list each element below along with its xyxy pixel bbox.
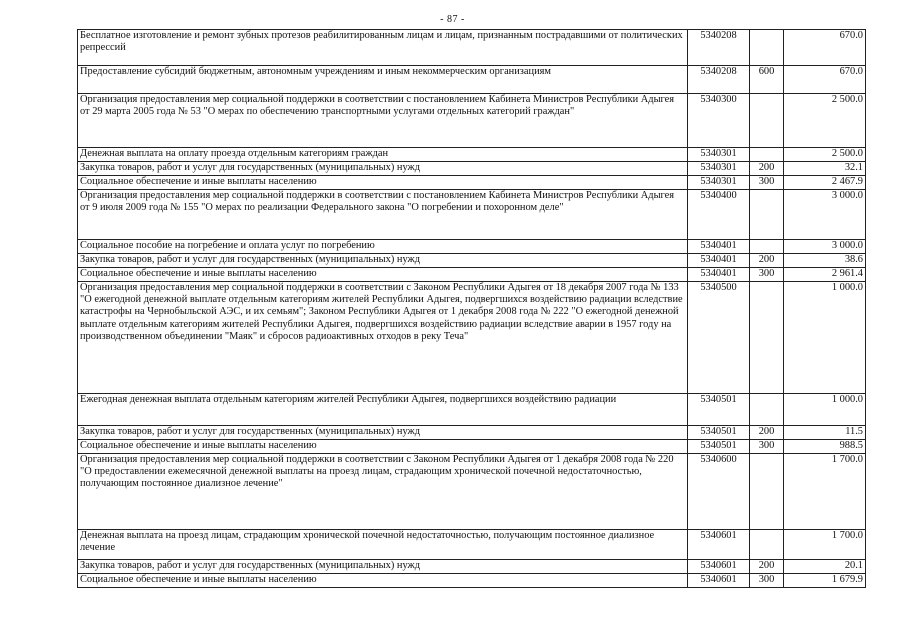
row-amount: 2 467.9 bbox=[784, 176, 866, 190]
row-target-code: 5340400 bbox=[688, 190, 750, 240]
row-description: Организация предоставления мер социальной поддержки в соответствии с постановлением Кабинета Министров Республики Адыгея от 29 марта 2005 года № 53 "О мерах по обеспечению транспортными услугами отдельных категорий граждан" bbox=[78, 94, 688, 148]
row-target-code: 5340601 bbox=[688, 530, 750, 560]
row-description: Денежная выплата на оплату проезда отдельным категориям граждан bbox=[78, 148, 688, 162]
table-row bbox=[78, 440, 866, 454]
row-target-code: 5340401 bbox=[688, 268, 750, 282]
row-expense-kind bbox=[750, 240, 784, 254]
table-row bbox=[78, 282, 866, 394]
row-amount: 1 700.0 bbox=[784, 454, 866, 530]
row-description: Бесплатное изготовление и ремонт зубных протезов реабилитированным лицам и лицам, признанным пострадавшими от политических репрессий bbox=[78, 30, 688, 66]
table-row bbox=[78, 176, 866, 190]
budget-table bbox=[77, 29, 866, 588]
row-amount: 1 000.0 bbox=[784, 394, 866, 426]
row-amount: 3 000.0 bbox=[784, 190, 866, 240]
row-description: Закупка товаров, работ и услуг для государственных (муниципальных) нужд bbox=[78, 254, 688, 268]
row-description: Закупка товаров, работ и услуг для государственных (муниципальных) нужд bbox=[78, 162, 688, 176]
row-expense-kind: 200 bbox=[750, 560, 784, 574]
row-amount: 20.1 bbox=[784, 560, 866, 574]
row-description: Социальное обеспечение и иные выплаты населению bbox=[78, 176, 688, 190]
table-row bbox=[78, 190, 866, 240]
row-target-code: 5340501 bbox=[688, 394, 750, 426]
row-expense-kind bbox=[750, 282, 784, 394]
row-amount: 670.0 bbox=[784, 66, 866, 94]
table-row bbox=[78, 254, 866, 268]
row-amount: 1 000.0 bbox=[784, 282, 866, 394]
row-target-code: 5340601 bbox=[688, 560, 750, 574]
row-target-code: 5340300 bbox=[688, 94, 750, 148]
row-target-code: 5340600 bbox=[688, 454, 750, 530]
row-amount: 2 961.4 bbox=[784, 268, 866, 282]
table-row bbox=[78, 240, 866, 254]
row-target-code: 5340301 bbox=[688, 148, 750, 162]
row-description: Организация предоставления мер социальной поддержки в соответствии с Законом Республики Адыгея от 1 декабря 2008 года № 220 "О предоставлении ежемесячной денежной выплаты на проезд лицам, страдающим хронической почечной недостаточностью, получающим постоянное диализное лечение" bbox=[78, 454, 688, 530]
row-amount: 2 500.0 bbox=[784, 148, 866, 162]
row-description: Организация предоставления мер социальной поддержки в соответствии с постановлением Кабинета Министров Республики Адыгея от 9 июля 2009 года № 155 "О мерах по реализации Федерального закона "О погребении и похоронном деле" bbox=[78, 190, 688, 240]
row-description: Денежная выплата на проезд лицам, страдающим хронической почечной недостаточностью, получающим постоянное диализное лечение bbox=[78, 530, 688, 560]
row-description: Закупка товаров, работ и услуг для государственных (муниципальных) нужд bbox=[78, 426, 688, 440]
row-expense-kind bbox=[750, 190, 784, 240]
row-description: Закупка товаров, работ и услуг для государственных (муниципальных) нужд bbox=[78, 560, 688, 574]
table-row bbox=[78, 530, 866, 560]
table-row bbox=[78, 426, 866, 440]
row-amount: 2 500.0 bbox=[784, 94, 866, 148]
row-amount: 1 679.9 bbox=[784, 574, 866, 588]
row-description: Социальное обеспечение и иные выплаты населению bbox=[78, 268, 688, 282]
row-amount: 1 700.0 bbox=[784, 530, 866, 560]
row-description: Организация предоставления мер социальной поддержки в соответствии с Законом Республики Адыгея от 18 декабря 2007 года № 133 "О ежегодной денежной выплате отдельным категориям жителей Республики Адыгея, подвергшихся воздействию радиации вследствие катастрофы на Чернобыльской АЭС, и их семьям"; Законом Республики Адыгея от 1 декабря 2008 года № 222 "О ежегодной денежной выплате отдельным категориям жителей Республики Адыгея, подвергшихся воздействию радиации вследствие аварии в 1957 году на производственном объединении "Маяк" и сбросов радиоактивных отходов в реку Теча" bbox=[78, 282, 688, 394]
table-row bbox=[78, 454, 866, 530]
table-row bbox=[78, 30, 866, 66]
table-row bbox=[78, 148, 866, 162]
row-expense-kind: 300 bbox=[750, 176, 784, 190]
table-row bbox=[78, 394, 866, 426]
page-number: - 87 - bbox=[440, 14, 465, 25]
row-amount: 3 000.0 bbox=[784, 240, 866, 254]
row-target-code: 5340301 bbox=[688, 176, 750, 190]
row-expense-kind: 200 bbox=[750, 254, 784, 268]
row-target-code: 5340501 bbox=[688, 426, 750, 440]
row-expense-kind bbox=[750, 30, 784, 66]
table-row bbox=[78, 560, 866, 574]
row-target-code: 5340401 bbox=[688, 254, 750, 268]
row-description: Социальное обеспечение и иные выплаты населению bbox=[78, 440, 688, 454]
row-target-code: 5340301 bbox=[688, 162, 750, 176]
row-expense-kind: 200 bbox=[750, 162, 784, 176]
row-target-code: 5340500 bbox=[688, 282, 750, 394]
row-expense-kind bbox=[750, 454, 784, 530]
row-expense-kind bbox=[750, 148, 784, 162]
row-target-code: 5340208 bbox=[688, 30, 750, 66]
row-expense-kind: 300 bbox=[750, 440, 784, 454]
table-row bbox=[78, 268, 866, 282]
row-amount: 32.1 bbox=[784, 162, 866, 176]
row-amount: 11.5 bbox=[784, 426, 866, 440]
row-description: Социальное пособие на погребение и оплата услуг по погребению bbox=[78, 240, 688, 254]
table-row bbox=[78, 94, 866, 148]
row-amount: 670.0 bbox=[784, 30, 866, 66]
table-row bbox=[78, 574, 866, 588]
row-description: Предоставление субсидий бюджетным, автономным учреждениям и иным некоммерческим организациям bbox=[78, 66, 688, 94]
row-target-code: 5340501 bbox=[688, 440, 750, 454]
row-amount: 38.6 bbox=[784, 254, 866, 268]
row-expense-kind bbox=[750, 530, 784, 560]
row-target-code: 5340208 bbox=[688, 66, 750, 94]
row-expense-kind: 600 bbox=[750, 66, 784, 94]
row-description: Ежегодная денежная выплата отдельным категориям жителей Республики Адыгея, подвергшихся воздействию радиации bbox=[78, 394, 688, 426]
row-target-code: 5340401 bbox=[688, 240, 750, 254]
row-expense-kind: 300 bbox=[750, 268, 784, 282]
row-expense-kind bbox=[750, 394, 784, 426]
table-row bbox=[78, 66, 866, 94]
row-description: Социальное обеспечение и иные выплаты населению bbox=[78, 574, 688, 588]
row-expense-kind bbox=[750, 94, 784, 148]
row-target-code: 5340601 bbox=[688, 574, 750, 588]
row-expense-kind: 300 bbox=[750, 574, 784, 588]
table-row bbox=[78, 162, 866, 176]
row-amount: 988.5 bbox=[784, 440, 866, 454]
row-expense-kind: 200 bbox=[750, 426, 784, 440]
